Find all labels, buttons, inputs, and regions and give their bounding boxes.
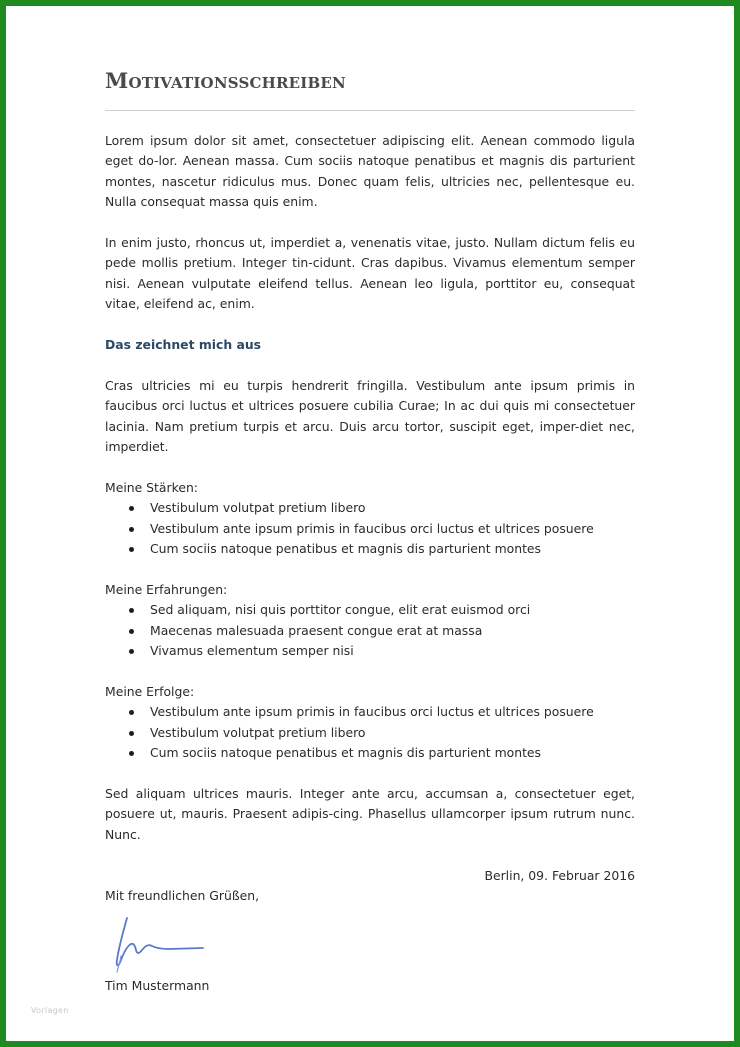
paragraph-second: In enim justo, rhoncus ut, imperdiet a, venenatis vitae, justo. Nullam dictum felis eu pede mollis pretium. Integer tin-cidunt. Cras dapibus. Vivamus elementum semper nisi. Aenean vulputate eleifend tellus. Aenean leo ligula, porttitor eu, consequat vitae, eleifend ac, enim. [105,235,635,312]
successes-list [105,702,635,763]
title-divider [105,110,635,111]
list-item: Vestibulum volutpat pretium libero [105,498,635,518]
list-item: Vivamus elementum semper nisi [105,641,635,661]
letter-page [105,66,635,997]
list-item: Sed aliquam, nisi quis porttitor congue, elit erat euismod orci [105,600,635,620]
list-item: Maecenas malesuada praesent congue erat at massa [105,621,635,641]
experience-label: Meine Erfahrungen: [105,581,228,597]
experience-list [105,600,635,661]
list-item: Vestibulum ante ipsum primis in faucibus orci luctus et ultrices posuere [105,519,635,539]
paragraph-intro: Lorem ipsum dolor sit amet, consectetuer adipiscing elit. Aenean commodo ligula eget do-lor. Aenean massa. Cum sociis natoque penatibus et magnis dis parturient montes, nascetur ridiculus mus. Donec quam felis, ultricies nec, pellentesque eu. Nulla consequat massa quis enim. [105,133,635,210]
paragraph-third: Cras ultricies mi eu turpis hendrerit fringilla. Vestibulum ante ipsum primis in faucibus orci luctus et ultrices posuere cubilia Curae; In ac dui quis mi consectetuer lacinia. Nam pretium turpis et arcu. Duis arcu tortor, suscipit eget, imper-diet nec, imperdiet. [105,377,635,455]
list-item: Vestibulum ante ipsum primis in faucibus orci luctus et ultrices posuere [105,702,635,722]
footer-note: Vorlagen [31,1006,69,1015]
section-heading: Das zeichnet mich aus [105,337,262,353]
successes-label: Meine Erfolge: [105,683,195,699]
strengths-list [105,498,635,559]
document-title: Motivationsschreiben [105,68,346,93]
list-item: Cum sociis natoque penatibus et magnis dis parturient montes [105,539,635,559]
signer-name: Tim Mustermann [105,978,210,994]
signature-image [105,910,215,976]
paragraph-closing: Sed aliquam ultrices mauris. Integer ante arcu, accumsan a, consectetuer eget, posuere ut, mauris. Praesent adipis-cing. Phasellus ullamcorper ipsum rutrum nunc. Nunc. [105,785,635,842]
closing-greeting: Mit freundlichen Grüßen, [105,887,260,903]
list-item: Cum sociis natoque penatibus et magnis dis parturient montes [105,743,635,763]
strengths-label: Meine Stärken: [105,479,198,495]
list-item: Vestibulum volutpat pretium libero [105,723,635,743]
place-date: Berlin, 09. Februar 2016 [484,867,635,883]
